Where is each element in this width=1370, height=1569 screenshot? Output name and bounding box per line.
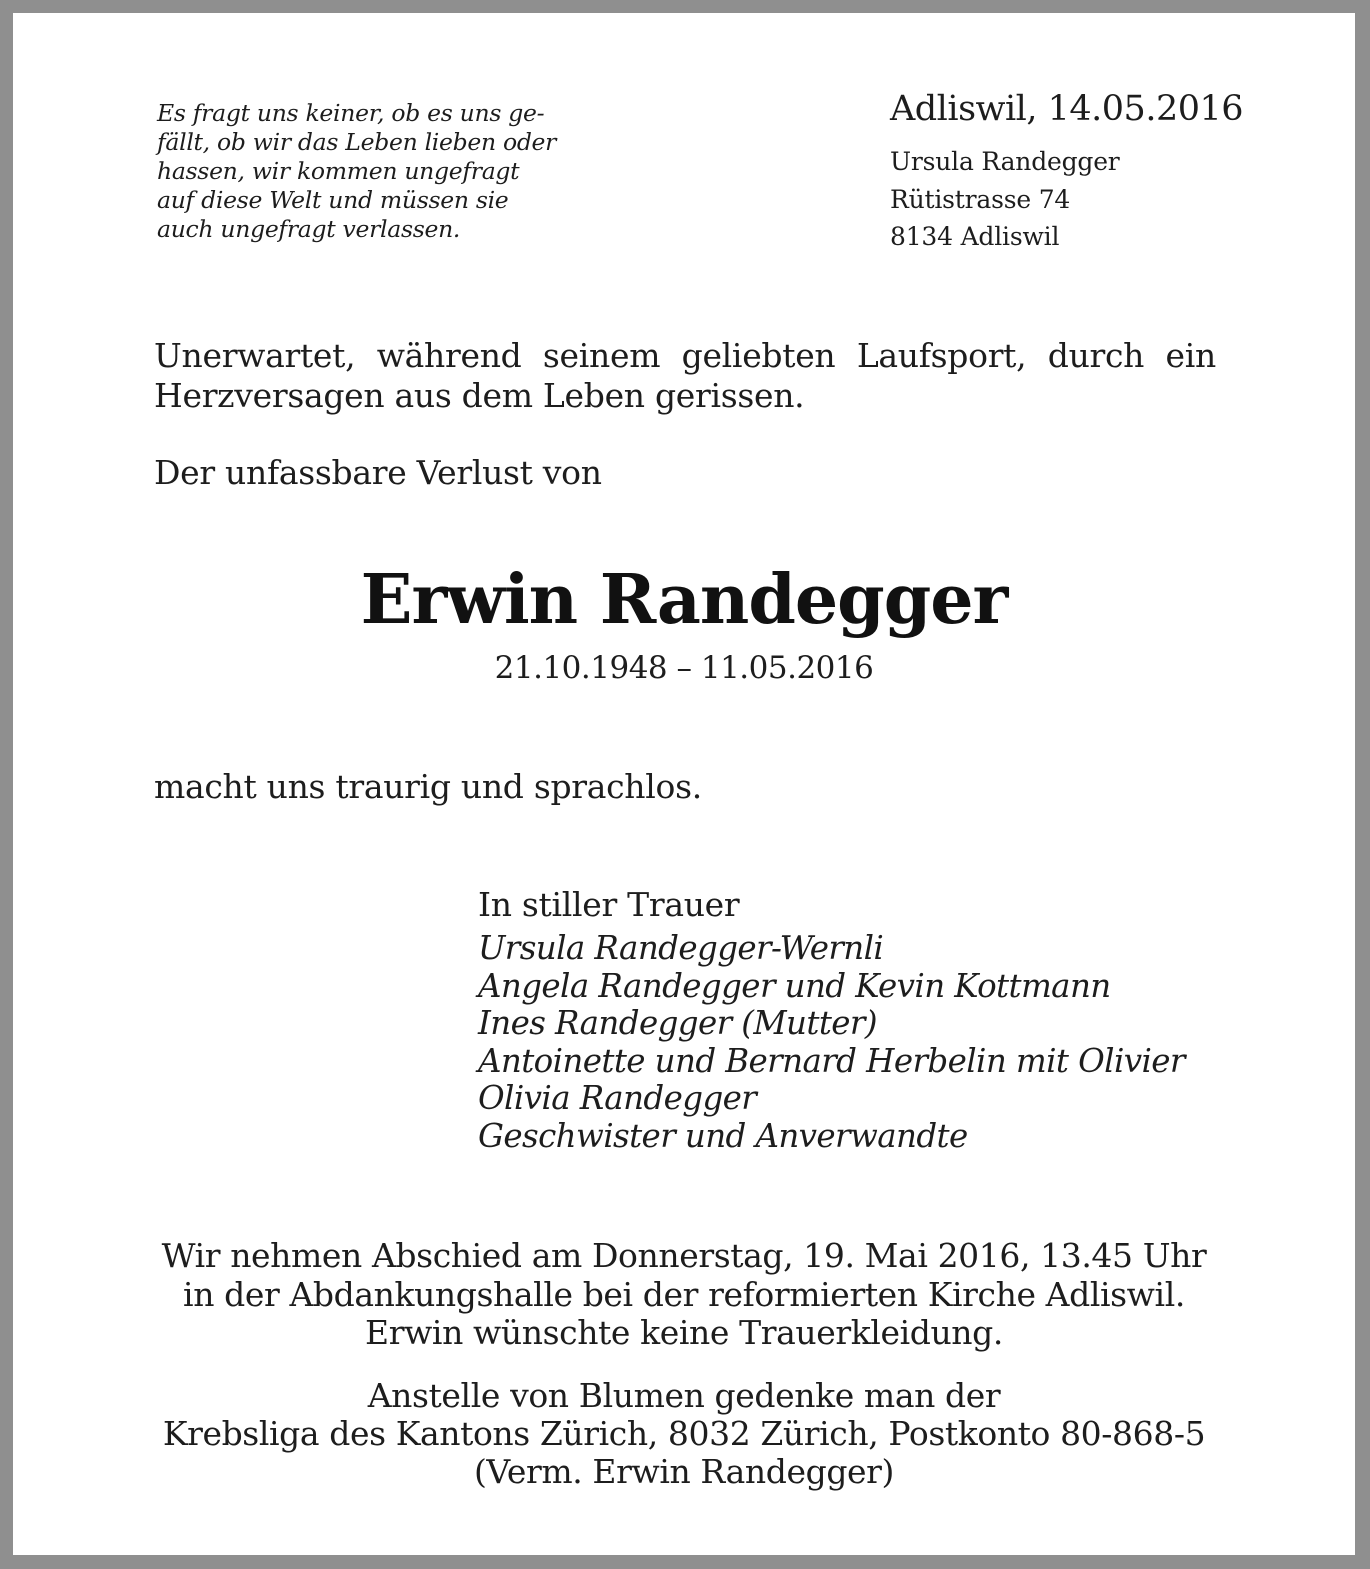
sender-address [890,143,1120,256]
deceased-name: Erwin Randegger [360,560,1008,640]
motto-line: fällt, ob wir das Leben lieben oder [157,128,557,156]
service-line: Wir nehmen Abschied am Donnerstag, 19. Mai 2016, 13.45 Uhr [161,1236,1207,1275]
sender-street: Rütistrasse 74 [890,184,1071,214]
service-line: in der Abdankungshalle bei der reformierten Kirche Adliswil. [183,1274,1185,1314]
obituary-page [13,13,1355,1555]
service-notice [13,1237,1355,1353]
place-date: Adliswil, 14.05.2016 [890,89,1244,129]
mourner-name: Olivia Randegger [478,1079,757,1117]
motto-line: auch ungefragt verlassen. [157,215,461,243]
motto-quote [157,99,597,244]
motto-line: Es fragt uns keiner, ob es uns ge- [157,99,545,127]
donation-line: Krebsliga des Kantons Zürich, 8032 Zürich, Postkonto 80-868-5 [162,1414,1206,1453]
intro-paragraph: Unerwartet, während seinem geliebten Laufsport, durch ein Herzversagen aus dem Leben gerissen. [154,336,1216,415]
mourner-name: Ursula Randegger-Wernli [478,929,884,967]
service-line: Erwin wünschte keine Trauerkleidung. [365,1313,1003,1352]
donation-notice [13,1377,1355,1491]
life-dates: 21.10.1948 – 11.05.2016 [494,650,874,686]
sad-line: macht uns traurig und sprachlos. [154,767,702,806]
mourner-name: Antoinette und Bernard Herbelin mit Olivier [478,1041,1185,1080]
loss-line: Der unfassbare Verlust von [154,453,602,492]
sender-city: 8134 Adliswil [890,222,1060,251]
motto-line: auf diese Welt und müssen sie [157,186,509,214]
donation-line: Anstelle von Blumen gedenke man der [367,1376,1001,1415]
mourner-name: Geschwister und Anverwandte [478,1116,968,1155]
donation-line: (Verm. Erwin Randegger) [473,1452,895,1491]
mourner-name: Ines Randegger (Mutter) [478,1004,877,1042]
mourner-name: Angela Randegger und Kevin Kottmann [478,966,1111,1005]
sender-name: Ursula Randegger [890,147,1120,176]
mourning-heading: In stiller Trauer [478,885,740,924]
motto-line: hassen, wir kommen ungefragt [157,157,520,185]
mourners-list [478,930,1185,1155]
